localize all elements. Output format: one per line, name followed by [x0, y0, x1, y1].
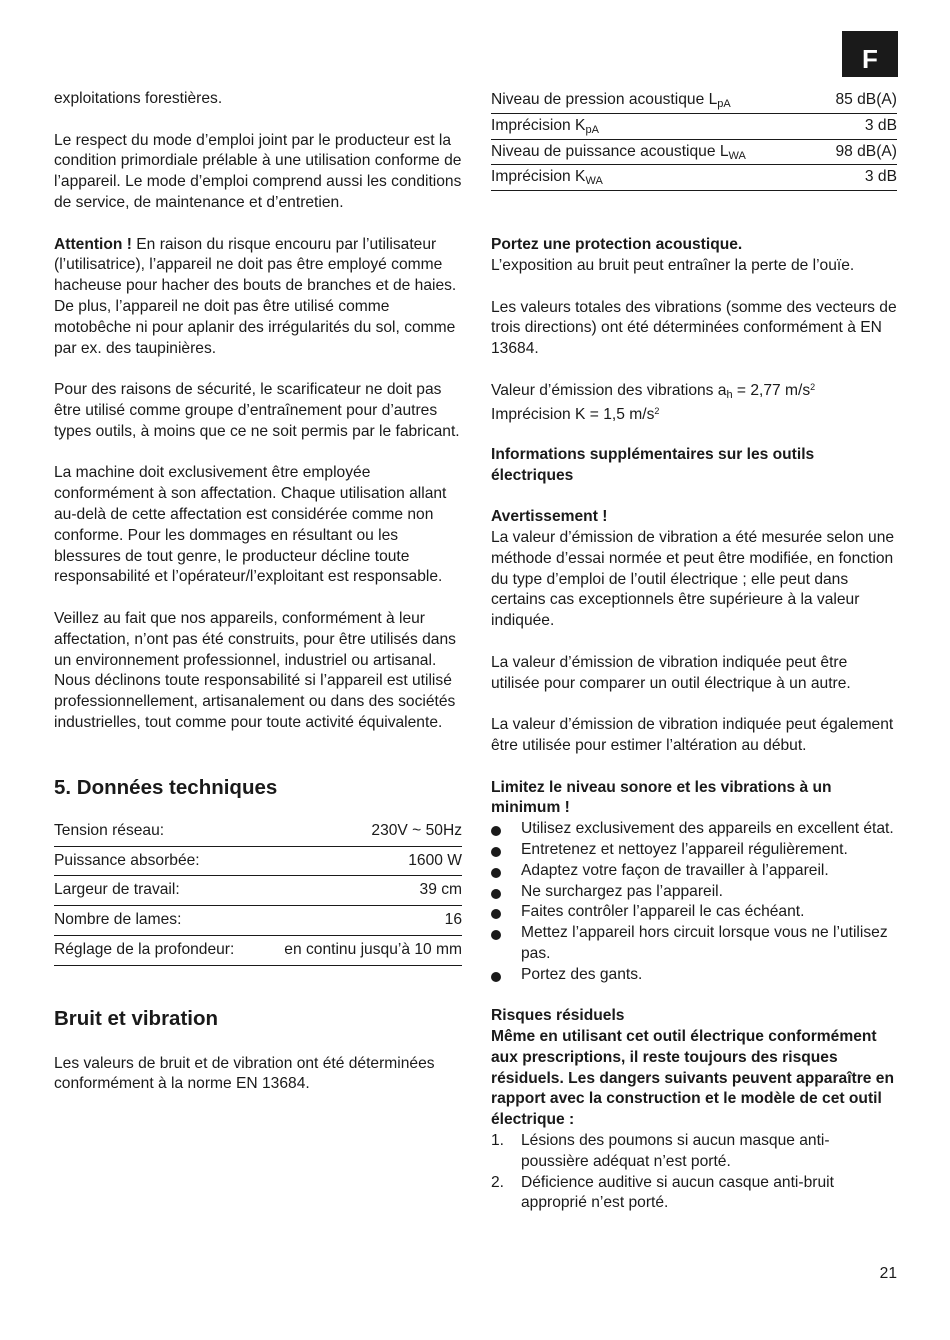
table-row — [54, 906, 462, 936]
language-tab: F — [842, 31, 898, 77]
paragraph: exploitations forestières. — [54, 90, 223, 107]
paragraph: Les valeurs de bruit et de vibration ont été déterminées conformément à la norme EN 13684. — [54, 1054, 435, 1093]
table-row — [54, 846, 462, 876]
vibration-emission: Valeur d’émission des vibrations $a_h = 2,77$ $m/s^2$ — [491, 381, 816, 401]
spec-value: 230V ~ 50Hz — [259, 817, 462, 846]
paragraph: Les valeurs totales des vibrations (somme des vecteurs de trois directions) ont été déterminées conformément à EN 13684. — [491, 298, 897, 358]
protection-text: L’exposition au bruit peut entraîner la perte de l’ouïe. — [491, 256, 855, 274]
list-item: Adaptez votre façon de travailler à l’appareil. — [491, 861, 897, 882]
spec-value: 1600 W — [259, 846, 462, 876]
paragraph: Le respect du mode d’emploi joint par le producteur est la condition primordiale prélable à une utilisation conforme de l’appareil. Le mode d’emploi comprend aussi les conditions de service, de maintenance et d’entretien. — [54, 131, 462, 211]
info-heading: Informations supplémentaires sur les outils électriques — [491, 445, 815, 484]
spec-value: 16 — [259, 906, 462, 936]
spec-value: 39 cm — [259, 876, 462, 906]
list-item: Faites contrôler l’appareil le cas échéant. — [491, 902, 897, 923]
table-row — [54, 935, 462, 965]
residual-risks — [491, 1006, 897, 1131]
attention-paragraph — [54, 235, 462, 360]
list-item: Utilisez exclusivement des appareils en excellent état. — [491, 819, 897, 840]
table-row — [491, 139, 897, 165]
paragraph: La valeur d’émission de vibration indiquée peut également être utilisée pour estimer l’altération au début. — [491, 716, 894, 754]
paragraph: La machine doit exclusivement être employée conformément à son affectation. Chaque utilisation allant au-delà de cette affectation est considérée comme non conforme. Pour les dommages en résultant ou les blessures de tout genre, le producteur décline toute responsabilité et l’opérateur/l’exploitant est responsable. — [54, 464, 447, 586]
warning-paragraph — [491, 507, 897, 632]
warning-text: La valeur d’émission de vibration a été mesurée selon une méthode d’essai normée et peut être modifiée, en fonction du type d’emploi de l’outil électrique ; elle peut dans certains cas exceptionnels être supérieure à la valeur indiquée. — [491, 528, 895, 630]
technical-data-table — [54, 817, 462, 966]
acoustic-value: 98 dB(A) — [818, 139, 897, 165]
paragraph: Pour des raisons de sécurité, le scarificateur ne doit pas être utilisé comme groupe d’entraînement pour d’autres types outils, à moins que ce ne soit permis par le fabricant. — [54, 381, 460, 440]
table-row — [491, 165, 897, 191]
table-row — [54, 817, 462, 846]
limit-heading: Limitez le niveau sonore et les vibrations à un minimum ! — [491, 778, 832, 817]
vibration-values — [491, 379, 897, 427]
acoustic-value: 3 dB — [818, 113, 897, 139]
list-item: Portez des gants. — [491, 965, 897, 986]
table-row — [54, 876, 462, 906]
acoustic-value: 3 dB — [818, 165, 897, 191]
table-row — [491, 88, 897, 113]
spec-label: Nombre de lames: — [54, 906, 259, 936]
protection-heading: Portez une protection acoustique. — [491, 236, 743, 254]
spec-label: Tension réseau: — [54, 817, 259, 846]
spec-value: en continu jusqu’à 10 mm — [259, 935, 462, 965]
acoustic-label: Niveau de puissance acoustique $L_{WA}$ — [491, 139, 818, 165]
list-item: 1. Lésions des poumons si aucun masque anti-poussière adéquat n’est porté. — [491, 1132, 830, 1170]
spec-label: Puissance absorbée: — [54, 846, 259, 876]
attention-text: En raison du risque encouru par l’utilisateur (l’utilisatrice), l’appareil ne doit pas être employé comme hacheuse pour hacher des bouts de branches et de haies. De plus, l’appareil ne doit pas être utilisé comme motobêche ni pour aplanir des irrégularités du sol, comme par ex. des taupinières. — [54, 235, 457, 357]
spec-label: Réglage de la profondeur: — [54, 935, 259, 965]
warning-heading: Avertissement ! — [491, 508, 608, 526]
table-row — [491, 113, 897, 139]
acoustic-value: 85 dB(A) — [818, 88, 897, 113]
acoustic-label: Niveau de pression acoustique $L_{pA}$ — [491, 88, 818, 113]
page-number: 21 — [879, 1265, 897, 1282]
protection-paragraph — [491, 235, 897, 277]
right-column — [491, 89, 897, 1214]
residual-risks-intro: Même en utilisant cet outil électrique conformément aux prescriptions, il reste toujours des risques résiduels. Les dangers suivants peuvent apparaître en rapport avec la construction et le modèle de cet outil électrique : — [491, 1028, 894, 1129]
vibration-uncertainty: Imprécision K = 1,5 $m/s^2$ — [491, 405, 660, 423]
paragraph: Veillez au fait que nos appareils, conformément à leur affectation, n’ont pas été construits, pour être utilisés dans un environnement professionnel, industriel ou artisanal. Nous déclinons toute responsabilité si l’appareil est utilisé professionnellement, artisanalement ou dans des sociétés industrielles, tout comme pour toute activité équivalente. — [54, 609, 456, 731]
acoustic-label: Imprécision $K_{WA}$ — [491, 165, 818, 191]
paragraph: La valeur d’émission de vibration indiquée peut être utilisée pour comparer un outil électrique à un autre. — [491, 653, 851, 692]
spec-label: Largeur de travail: — [54, 876, 259, 906]
recommendation-list — [491, 819, 897, 985]
list-item: Entretenez et nettoyez l’appareil régulièrement. — [491, 840, 897, 861]
section-heading-technical-data: 5. Données techniques — [54, 775, 278, 799]
attention-label: Attention ! — [54, 235, 132, 253]
acoustic-table — [491, 88, 897, 191]
list-item: 2. Déficience auditive si aucun casque anti-bruit approprié n’est porté. — [491, 1173, 834, 1212]
risk-list — [491, 1131, 897, 1214]
list-item: Ne surchargez pas l’appareil. — [491, 882, 897, 903]
list-item: Mettez l’appareil hors circuit lorsque vous ne l’utilisez pas. — [491, 923, 897, 965]
acoustic-label: Imprécision $K_{pA}$ — [491, 113, 818, 139]
left-column — [54, 89, 462, 1116]
residual-risks-heading: Risques résiduels — [491, 1007, 625, 1025]
section-heading-noise-vibration: Bruit et vibration — [54, 1006, 219, 1030]
